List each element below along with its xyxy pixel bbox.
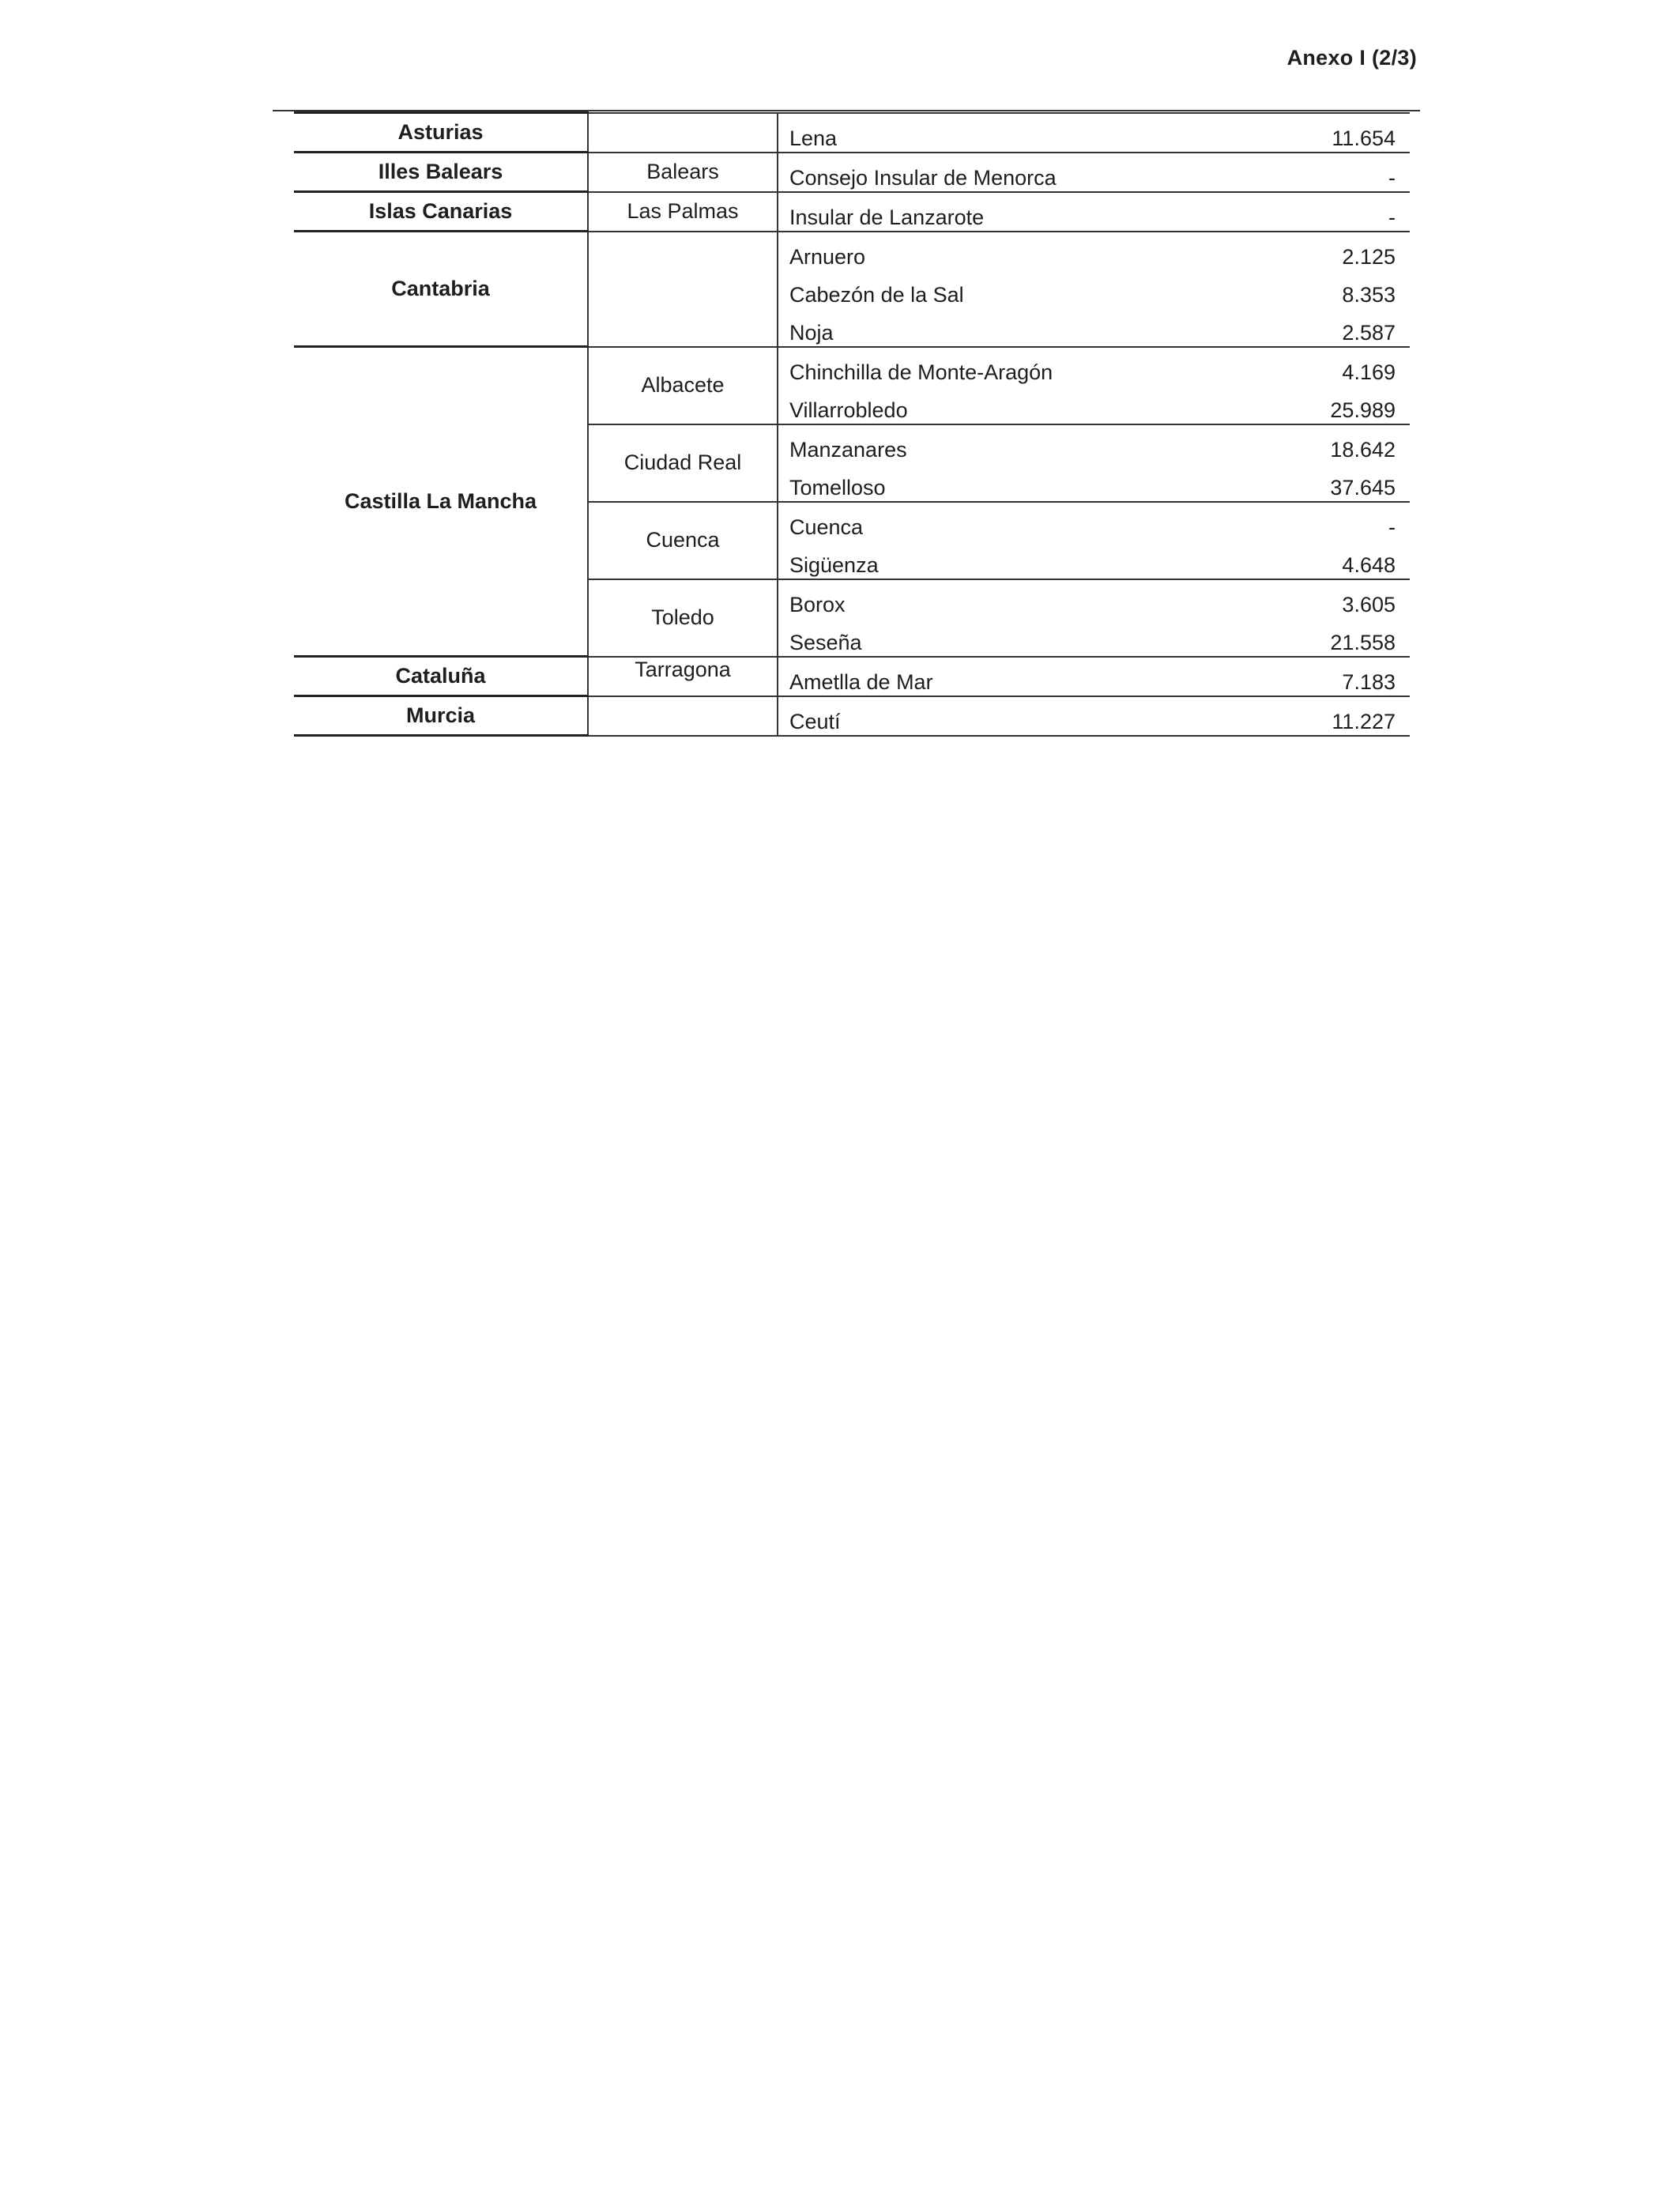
table-row — [294, 192, 1410, 232]
province-cell: Las Palmas — [588, 192, 778, 232]
page-header: Anexo I (2/3) — [1286, 46, 1417, 70]
region-cell: Castilla La Mancha — [294, 347, 588, 657]
municipality-cell: Sigüenza — [778, 541, 1252, 579]
municipality-cell: Manzanares — [789, 438, 907, 462]
region-cell: Asturias — [294, 113, 588, 153]
province-cell — [588, 696, 778, 736]
value-cell: 25.989 — [1252, 386, 1410, 424]
municipality-cell: Villarrobledo — [778, 386, 1252, 424]
province-cell: Balears — [588, 153, 778, 192]
municipality-cell: Consejo Insular de Menorca — [778, 153, 1252, 192]
municipality-cell: Ametlla de Mar — [778, 657, 1252, 696]
value-cell: - — [1252, 153, 1410, 192]
municipality-cell: Borox — [789, 593, 846, 617]
region-cell: Islas Canarias — [294, 192, 588, 232]
value-cell: 7.183 — [1252, 657, 1410, 696]
value-cell: 8.353 — [1342, 283, 1396, 307]
municipality-cell: Insular de Lanzarote — [778, 192, 1252, 232]
table-row — [294, 153, 1410, 192]
province-cell — [588, 232, 778, 347]
province-cell: Tarragona — [588, 657, 778, 696]
municipality-cell: Noja — [778, 308, 1252, 347]
municipality-table — [294, 111, 1410, 737]
region-cell: Cataluña — [294, 657, 588, 696]
value-cell: 4.648 — [1252, 541, 1410, 579]
value-cell: 37.645 — [1252, 463, 1410, 502]
municipality-cell: Cabezón de la Sal — [789, 283, 964, 307]
province-cell: Cuenca — [588, 502, 778, 579]
municipality-cell: Tomelloso — [778, 463, 1252, 502]
municipality-cell: Arnuero — [778, 232, 1252, 270]
municipality-cell: Chinchilla de Monte-Aragón — [778, 347, 1252, 386]
region-cell: Murcia — [294, 696, 588, 736]
table-row — [294, 696, 1410, 736]
value-cell: - — [1252, 192, 1410, 232]
province-cell: Albacete — [588, 347, 778, 424]
value-cell: 4.169 — [1252, 347, 1410, 386]
province-cell: Toledo — [588, 579, 778, 657]
table-row — [294, 232, 1410, 270]
municipality-cell: Cuenca — [789, 515, 864, 540]
value-cell: 11.654 — [1252, 113, 1410, 153]
province-cell: Ciudad Real — [588, 424, 778, 502]
value-cell: 21.558 — [1252, 618, 1410, 657]
region-cell: Illes Balears — [294, 153, 588, 192]
municipality-cell: Ceutí — [778, 696, 1252, 736]
municipality-cell: Seseña — [778, 618, 1252, 657]
value-cell: - — [1388, 515, 1396, 540]
value-cell: 18.642 — [1330, 438, 1396, 462]
value-cell: 11.227 — [1252, 696, 1410, 736]
table-row — [294, 657, 1410, 696]
municipality-cell: Lena — [778, 113, 1252, 153]
value-cell: 3.605 — [1342, 593, 1396, 617]
table-row — [294, 347, 1410, 386]
value-cell: 2.587 — [1252, 308, 1410, 347]
value-cell: 2.125 — [1252, 232, 1410, 270]
table-row — [294, 113, 1410, 153]
province-cell — [588, 113, 778, 153]
region-cell: Cantabria — [294, 232, 588, 347]
